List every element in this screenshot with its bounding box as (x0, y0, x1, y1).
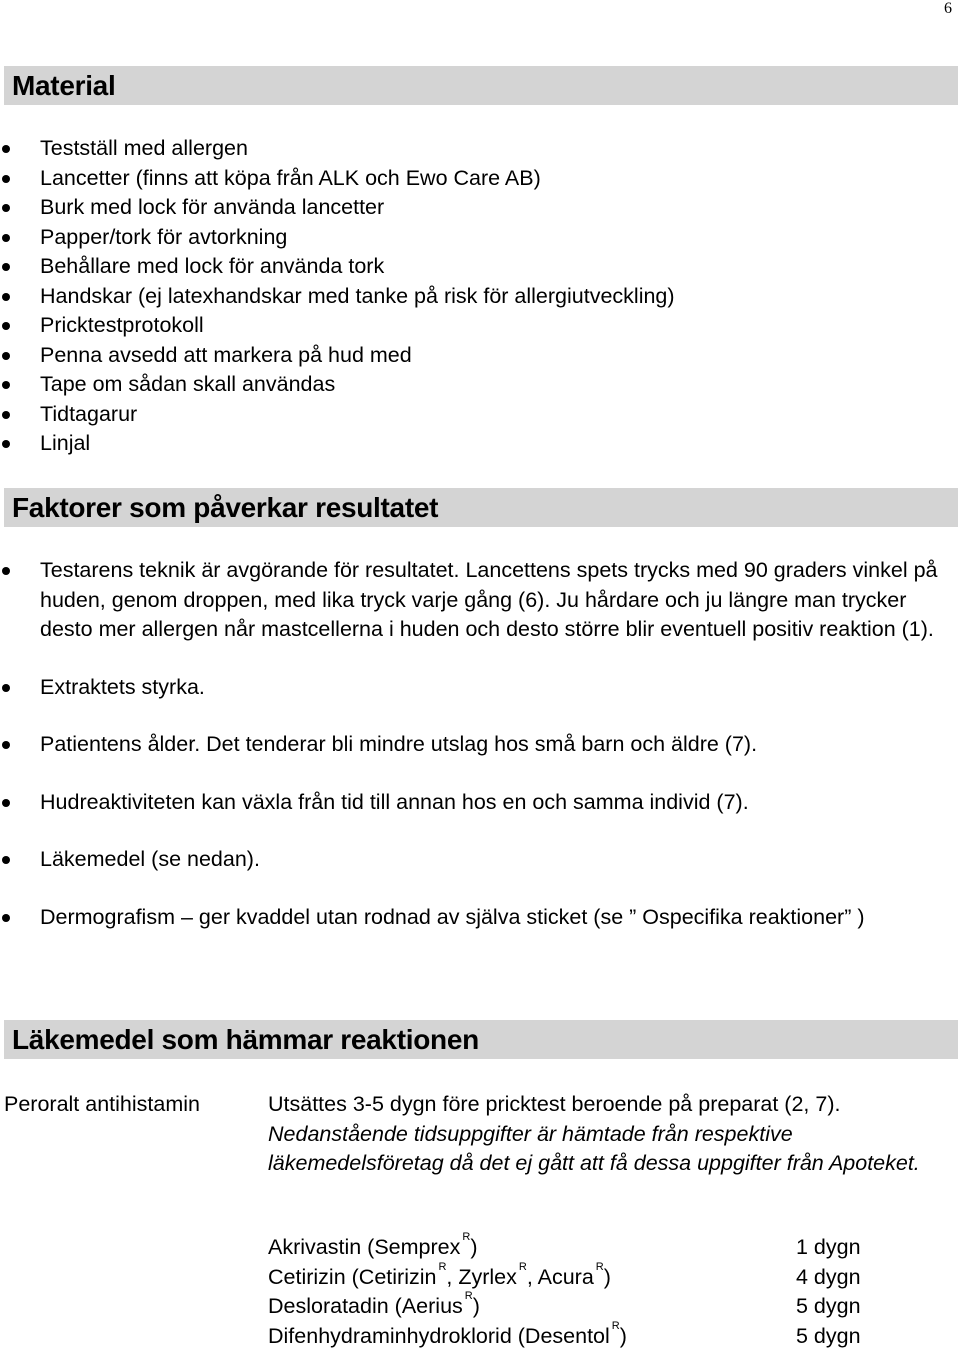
material-item-text: Handskar (ej latexhandskar med tanke på risk för allergiutveckling) (40, 284, 675, 308)
drug-brand: Semprex (374, 1235, 460, 1259)
drug-close: ) (604, 1265, 611, 1289)
factor-item-text: Dermografism – ger kvaddel utan rodnad av själva sticket (se ” Ospecifika reaktioner” ) (40, 905, 865, 929)
medication-category: Peroralt antihistamin (4, 1090, 200, 1120)
material-item-text: Papper/tork för avtorkning (40, 225, 287, 249)
factor-item (0, 788, 940, 818)
material-item-text: Linjal (40, 431, 90, 455)
material-item-text: Tidtagarur (40, 402, 137, 426)
material-item (0, 223, 675, 253)
material-item (0, 341, 675, 371)
drug-close: ) (473, 1294, 480, 1318)
drug-name (268, 1322, 796, 1351)
factor-item-text: Läkemedel (se nedan). (40, 847, 260, 871)
drug-duration: 5 dygn (796, 1322, 861, 1351)
registered-mark-icon: R (465, 1290, 473, 1302)
drug-substance: Akrivastin ( (268, 1235, 374, 1259)
bullet-icon (2, 381, 10, 389)
drug-name (268, 1292, 796, 1322)
factors-list (0, 556, 940, 932)
material-item (0, 252, 675, 282)
bullet-icon (2, 145, 10, 153)
drug-brand: Zyrlex (458, 1265, 517, 1289)
material-item (0, 282, 675, 312)
bullet-icon (2, 322, 10, 330)
factor-item-text: Hudreaktiviteten kan växla från tid till annan hos en och samma individ (7). (40, 790, 749, 814)
bullet-icon (2, 411, 10, 419)
material-heading: Material (4, 70, 115, 102)
drug-brand: Aerius (402, 1294, 463, 1318)
material-item (0, 193, 675, 223)
drug-row (268, 1263, 861, 1293)
page-number: 6 (944, 0, 952, 18)
bullet-icon (2, 234, 10, 242)
drug-row (268, 1233, 861, 1263)
material-item-text: Lancetter (finns att köpa från ALK och Ewo Care AB) (40, 166, 541, 190)
material-list (0, 134, 675, 459)
material-item-text: Penna avsedd att markera på hud med (40, 343, 412, 367)
medications-section-header (4, 1020, 958, 1059)
bullet-icon (2, 567, 10, 575)
material-item (0, 134, 675, 164)
drug-brand: Desentol (525, 1324, 610, 1348)
bullet-icon (2, 440, 10, 448)
material-item (0, 370, 675, 400)
drug-substance: Cetirizin ( (268, 1265, 359, 1289)
bullet-icon (2, 263, 10, 271)
material-item-text: Tape om sådan skall användas (40, 372, 335, 396)
medication-instruction: Utsättes 3-5 dygn före pricktest beroende på preparat (2, 7). (268, 1092, 840, 1116)
medication-note: Nedanstående tidsuppgifter är hämtade från respektive läkemedelsföretag då det ej gått att få dessa uppgifter från Apoteket. (268, 1120, 948, 1179)
drug-close: ) (470, 1235, 477, 1259)
factor-item-text: Testarens teknik är avgörande för resultatet. Lancettens spets trycks med 90 graders vinkel på huden, genom droppen, med lika tryck varje gång (6). Ju hårdare och ju längre man trycker desto mer allergen når mastcellerna i huden och desto större blir eventuell positiv reaktion (1). (40, 558, 938, 641)
bullet-icon (2, 856, 10, 864)
material-item-text: Testställ med allergen (40, 136, 248, 160)
factors-heading: Faktorer som påverkar resultatet (4, 492, 438, 524)
registered-mark-icon: R (519, 1261, 527, 1273)
medication-instructions (268, 1090, 948, 1179)
registered-mark-icon: R (612, 1320, 620, 1332)
factor-item (0, 730, 940, 760)
material-section-header (4, 66, 958, 105)
bullet-icon (2, 293, 10, 301)
drug-substance: Difenhydraminhydroklorid ( (268, 1324, 525, 1348)
drug-name (268, 1233, 796, 1263)
factor-item (0, 556, 940, 645)
material-item-text: Behållare med lock för använda tork (40, 254, 384, 278)
material-item (0, 400, 675, 430)
factor-item (0, 903, 940, 933)
factors-section-header (4, 488, 958, 527)
drug-duration: 5 dygn (796, 1292, 861, 1322)
bullet-icon (2, 352, 10, 360)
factor-item-text: Extraktets styrka. (40, 675, 205, 699)
factor-item (0, 673, 940, 703)
material-item (0, 311, 675, 341)
factor-item-text: Patientens ålder. Det tenderar bli mindre utslag hos små barn och äldre (7). (40, 732, 757, 756)
bullet-icon (2, 914, 10, 922)
drug-row (268, 1292, 861, 1322)
registered-mark-icon: R (438, 1261, 446, 1273)
drug-row (268, 1322, 861, 1351)
bullet-icon (2, 204, 10, 212)
medications-heading: Läkemedel som hämmar reaktionen (4, 1024, 479, 1056)
drug-brand: Cetirizin (359, 1265, 437, 1289)
drug-duration: 1 dygn (796, 1233, 861, 1263)
drug-close: ) (620, 1324, 627, 1348)
drug-brand: Acura (538, 1265, 594, 1289)
factor-item (0, 845, 940, 875)
bullet-icon (2, 175, 10, 183)
drug-duration: 4 dygn (796, 1263, 861, 1293)
drug-name: Cetirizin (Cetirizin $^R$, Zyrlex $^R$, Acura $^R$) (268, 1263, 796, 1293)
drug-table (268, 1233, 861, 1351)
material-item-text: Pricktestprotokoll (40, 313, 204, 337)
bullet-icon (2, 799, 10, 807)
registered-mark-icon: R (462, 1231, 470, 1243)
drug-substance: Desloratadin ( (268, 1294, 402, 1318)
bullet-icon (2, 684, 10, 692)
material-item (0, 164, 675, 194)
bullet-icon (2, 741, 10, 749)
registered-mark-icon: R (596, 1261, 604, 1273)
material-item-text: Burk med lock för använda lancetter (40, 195, 384, 219)
material-item (0, 429, 675, 459)
